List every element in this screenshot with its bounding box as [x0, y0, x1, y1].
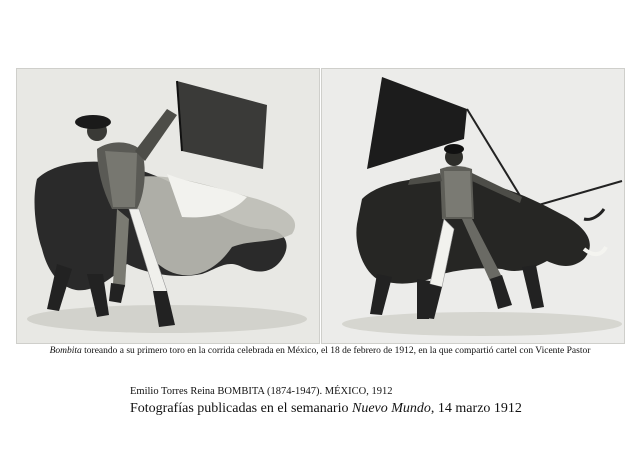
magazine-name: Nuevo Mundo: [351, 401, 431, 416]
caption-name: Bombita: [49, 346, 82, 356]
publication-prefix: Fotografías publicadas en el semanario: [130, 401, 352, 416]
photo-credit: Emilio Torres Reina BOMBITA (1874-1947). MÉXICO, 1912: [130, 386, 393, 397]
photo-left-illustration: [17, 69, 319, 343]
photo-caption: [0, 346, 640, 356]
publication-suffix: , 14 marzo 1912: [430, 401, 522, 416]
photo-right-bullfight-flag: [321, 68, 625, 344]
publication-note: [130, 401, 522, 417]
caption-text: toreando a su primero toro en la corrida celebrada en México, el 18 de febrero de 1912, en la que compartió cartel con Vicente Pastor: [81, 346, 591, 356]
photo-right-illustration: [322, 69, 624, 343]
photo-left-bullfight-cape: [16, 68, 320, 344]
